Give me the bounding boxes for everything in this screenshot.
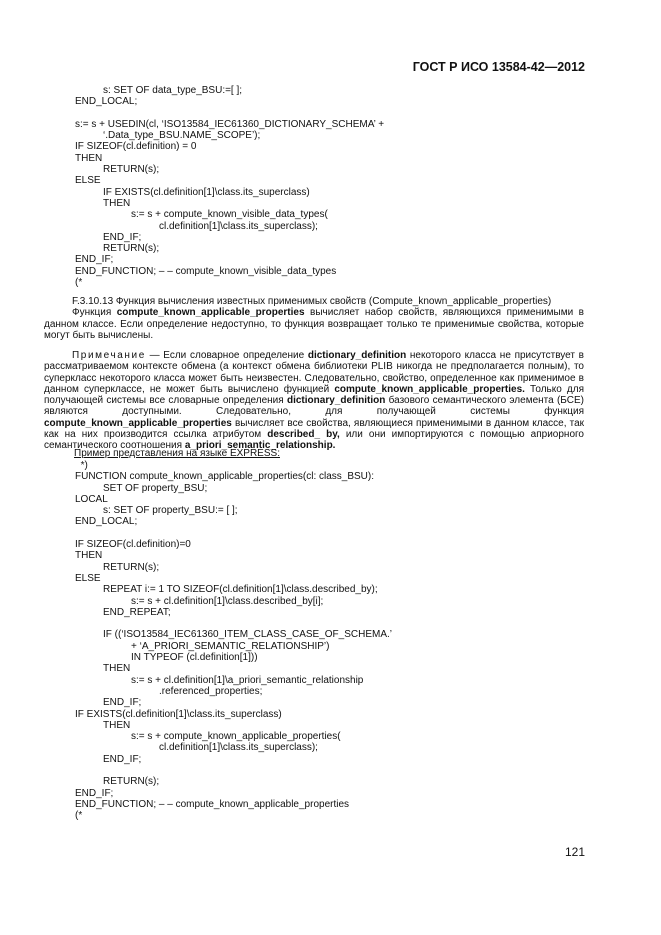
- note-paragraph: [44, 350, 584, 452]
- code-line: s: SET OF property_BSU:= [ ];: [103, 505, 238, 517]
- note-text-4: базового семантического элемента (БСЕ) являются доступными. Следовательно, для получающей системы функция: [44, 395, 584, 418]
- note-text-1: — Если словарное определение: [145, 350, 308, 361]
- section-description: [44, 307, 584, 341]
- code-line: s:= s + compute_known_visible_data_types(: [131, 209, 328, 221]
- code-line: IF EXISTS(cl.definition[1]\class.its_superclass): [103, 186, 310, 198]
- code-line: IF ((‘ISO13584_IEC61360_ITEM_CLASS_CASE_OF_SCHEMA.’: [103, 629, 393, 641]
- desc-bold: compute_known_applicable_properties: [116, 307, 305, 319]
- code-line: END_LOCAL;: [75, 516, 138, 528]
- example-label: Пример представления на языке EXPRESS:: [74, 448, 280, 459]
- code-block-2: [0, 460, 392, 822]
- note-bold-3: dictionary_definition: [286, 395, 386, 407]
- desc-post: вычисляет набор свойств, являющихся применимыми в данном классе. Если определение недоступно, то функция возвращает только те применимые свойства, которые могут быть вычислены.: [44, 307, 584, 341]
- code-line: IF SIZEOF(cl.definition) = 0: [75, 141, 197, 153]
- code-line: *): [80, 460, 88, 471]
- code-line: IF EXISTS(cl.definition[1]\class.its_superclass): [75, 708, 282, 720]
- code-line: s:= s + cl.definition[1]\a_priori_semantic_relationship: [131, 674, 364, 686]
- desc-pre: Функция: [72, 307, 117, 319]
- code-line: FUNCTION compute_known_applicable_properties(cl: class_BSU):: [75, 471, 375, 483]
- code-line: RETURN(s);: [103, 561, 160, 573]
- note-bold-5: described_ by,: [267, 429, 340, 441]
- note-text-6: или они импортируются с помощью априорного семантического соотношения: [44, 429, 584, 452]
- code-line: ‘.Data_type_BSU.NAME_SCOPE’);: [103, 130, 261, 142]
- note-text-2: некоторого класса не присутствует в рассматриваемом контексте обмена (а контекст обмена библиотеки PLIB никогда не предполагается полным), то суперкласс некоторого класса может быть неизвестен. Следовательно, свойство, определенное как применимое в данном суперклассе, не может быть вычислено функцией: [44, 350, 584, 395]
- code-line: (*: [75, 810, 83, 822]
- code-line: END_FUNCTION; – – compute_known_applicable_properties: [75, 798, 350, 810]
- code-line: cl.definition[1]\class.its_superclass);: [159, 220, 318, 232]
- code-line: (*: [75, 277, 83, 289]
- code-line: s: SET OF data_type_BSU:=[ ];: [103, 85, 243, 96]
- code-line: + ‘A_PRIORI_SEMANTIC_RELATIONSHIP’): [131, 640, 330, 652]
- code-line: END_IF;: [75, 254, 114, 266]
- note-bold-6: a_priori_semantic_relationship.: [184, 440, 336, 452]
- note-bold-2: compute_known_applicable_properties.: [334, 383, 525, 395]
- code-line: RETURN(s);: [103, 243, 160, 255]
- code-line: END_IF;: [75, 787, 114, 799]
- code-line: END_REPEAT;: [103, 606, 171, 618]
- code-line: s:= s + USEDIN(cl, ‘ISO13584_IEC61360_DICTIONARY_SCHEMA’ +: [75, 118, 385, 130]
- code-line: [0, 108, 384, 119]
- code-line: THEN: [75, 550, 103, 562]
- code-line: END_IF;: [103, 753, 142, 765]
- code-line: END_IF;: [103, 231, 142, 243]
- code-line: [0, 528, 392, 539]
- note-text-3: Только для получающей системы все словарные определения: [44, 383, 584, 407]
- note-bold-4: compute_known_applicable_properties: [44, 417, 232, 429]
- code-line: SET OF property_BSU;: [103, 482, 208, 494]
- code-line: .referenced_properties;: [159, 685, 263, 697]
- code-line: s:= s + compute_known_applicable_properties(: [131, 731, 341, 743]
- code-line: ELSE: [75, 175, 101, 187]
- page-number: 121: [564, 845, 585, 859]
- code-line: [0, 618, 392, 629]
- section-f31013: [44, 296, 584, 341]
- note-label: Примечание: [72, 350, 146, 361]
- code-line: THEN: [103, 719, 131, 731]
- section-heading: F.3.10.13 Функция вычисления известных применимых свойств (Compute_known_applicable_properties): [72, 296, 552, 307]
- code-line: END_LOCAL;: [75, 96, 138, 108]
- code-line: IF SIZEOF(cl.definition)=0: [75, 539, 191, 551]
- code-line: RETURN(s);: [103, 164, 160, 176]
- code-line: END_FUNCTION; – – compute_known_visible_data_types: [75, 265, 337, 277]
- code-line: ELSE: [75, 572, 101, 584]
- code-line: IN TYPEOF (cl.definition[1])): [131, 652, 258, 664]
- code-line: [0, 765, 392, 776]
- code-line: THEN: [75, 152, 103, 164]
- note-bold-1: dictionary_definition: [307, 350, 407, 361]
- code-line: cl.definition[1]\class.its_superclass);: [159, 742, 318, 754]
- code-line: REPEAT i:= 1 TO SIZEOF(cl.definition[1]\class.described_by);: [103, 584, 378, 596]
- code-line: RETURN(s);: [103, 776, 160, 788]
- code-line: LOCAL: [75, 493, 108, 505]
- document-header: ГОСТ Р ИСО 13584-42—2012: [412, 60, 585, 74]
- code-line: END_IF;: [103, 697, 142, 709]
- code-line: THEN: [103, 663, 131, 675]
- code-block-1: [0, 85, 384, 288]
- code-line: s:= s + cl.definition[1]\class.described_by[i];: [131, 595, 324, 607]
- note-text-5: вычисляет все свойства, являющиеся применимыми в данном классе, так как на них производится ссылка атрибутом: [44, 417, 584, 441]
- code-line: THEN: [103, 197, 131, 209]
